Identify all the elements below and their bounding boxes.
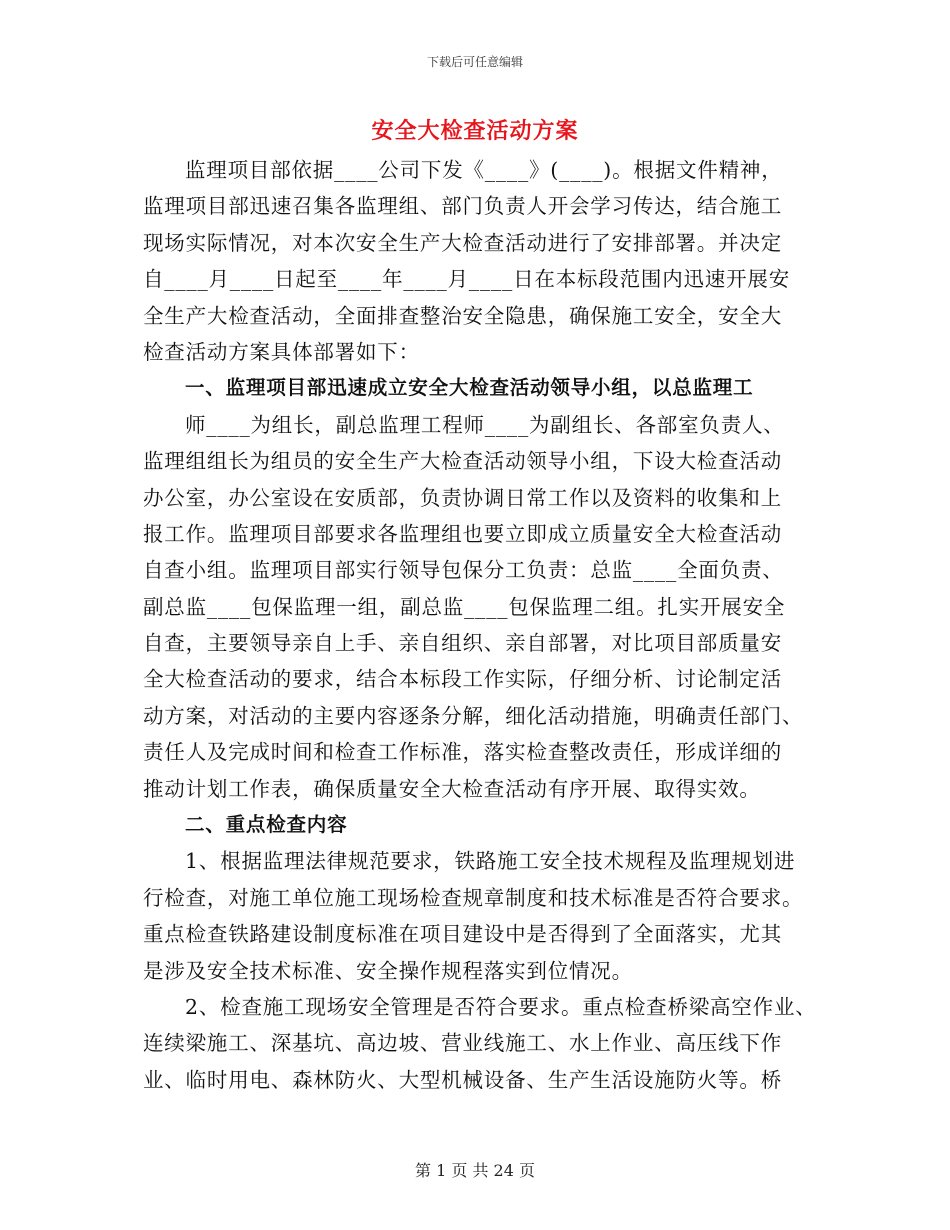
body-line: 自查小组。监理项目部实行领导包保分工负责：总监____全面负责、 (143, 558, 784, 583)
body-line: 业、临时用电、森林防火、大型机械设备、生产生活设施防火等。桥 (143, 1067, 782, 1092)
page-header-note: 下载后可任意编辑 (426, 55, 523, 69)
body-line: 自查，主要领导亲自上手、亲自组织、亲自部署，对比项目部质量安 (143, 631, 782, 656)
body-line: 连续梁施工、深基坑、高边坡、营业线施工、水上作业、高压线下作 (143, 1031, 782, 1056)
page-footer: 第 1 页 共 24 页 (415, 1161, 535, 1180)
body-line: 报工作。监理项目部要求各监理组也要立即成立质量安全大检查活动 (143, 521, 782, 546)
document-title: 安全大检查活动方案 (371, 119, 579, 144)
body-line: 办公室，办公室设在安质部，负责协调日常工作以及资料的收集和上 (143, 485, 782, 510)
body-line: 1、根据监理法律规范要求，铁路施工安全技术规程及监理规划进 (185, 849, 796, 874)
body-line: 全大检查活动的要求，结合本标段工作实际，仔细分析、讨论制定活 (143, 667, 782, 692)
body-line: 重点检查铁路建设制度标准在项目建设中是否得到了全面落实，尤其 (143, 922, 782, 947)
body-line: 师____为组长，副总监理工程师____为副组长、各部室负责人、 (185, 412, 785, 437)
document-body (143, 152, 833, 1098)
section-heading: 二、重点检查内容 (185, 813, 348, 837)
body-line: 是涉及安全技术标准、安全操作规程落实到位情况。 (143, 958, 633, 983)
body-line: 责任人及完成时间和检查工作标准，落实检查整改责任，形成详细的 (143, 740, 782, 765)
body-line: 检查活动方案具体部署如下： (143, 339, 420, 364)
body-line: 现场实际情况，对本次安全生产大检查活动进行了安排部署。并决定 (143, 230, 782, 255)
body-line: 副总监____包保监理一组，副总监____包保监理二组。扎实开展安全 (143, 594, 786, 619)
body-line: 全生产大检查活动，全面排查整治安全隐患，确保施工安全，安全大 (143, 303, 782, 328)
section-heading: 一、监理项目部迅速成立安全大检查活动领导小组，以总监理工 (185, 376, 754, 400)
body-line: 自____月____日起至____年____月____日在本标段范围内迅速开展安 (143, 267, 790, 292)
body-line: 监理项目部迅速召集各监理组、部门负责人开会学习传达，结合施工 (143, 194, 782, 219)
body-line: 行检查，对施工单位施工现场检查规章制度和技术标准是否符合要求。 (143, 885, 804, 910)
body-line: 推动计划工作表，确保质量安全大检查活动有序开展、取得实效。 (143, 776, 761, 801)
body-line: 监理组组长为组员的安全生产大检查活动领导小组，下设大检查活动 (143, 449, 782, 474)
body-line: 2、检查施工现场安全管理是否符合要求。重点检查桥梁高空作业、 (185, 994, 817, 1019)
body-line: 监理项目部依据____公司下发《____》(____)。根据文件精神， (185, 158, 783, 182)
body-line: 动方案，对活动的主要内容逐条分解，细化活动措施，明确责任部门、 (143, 703, 804, 728)
